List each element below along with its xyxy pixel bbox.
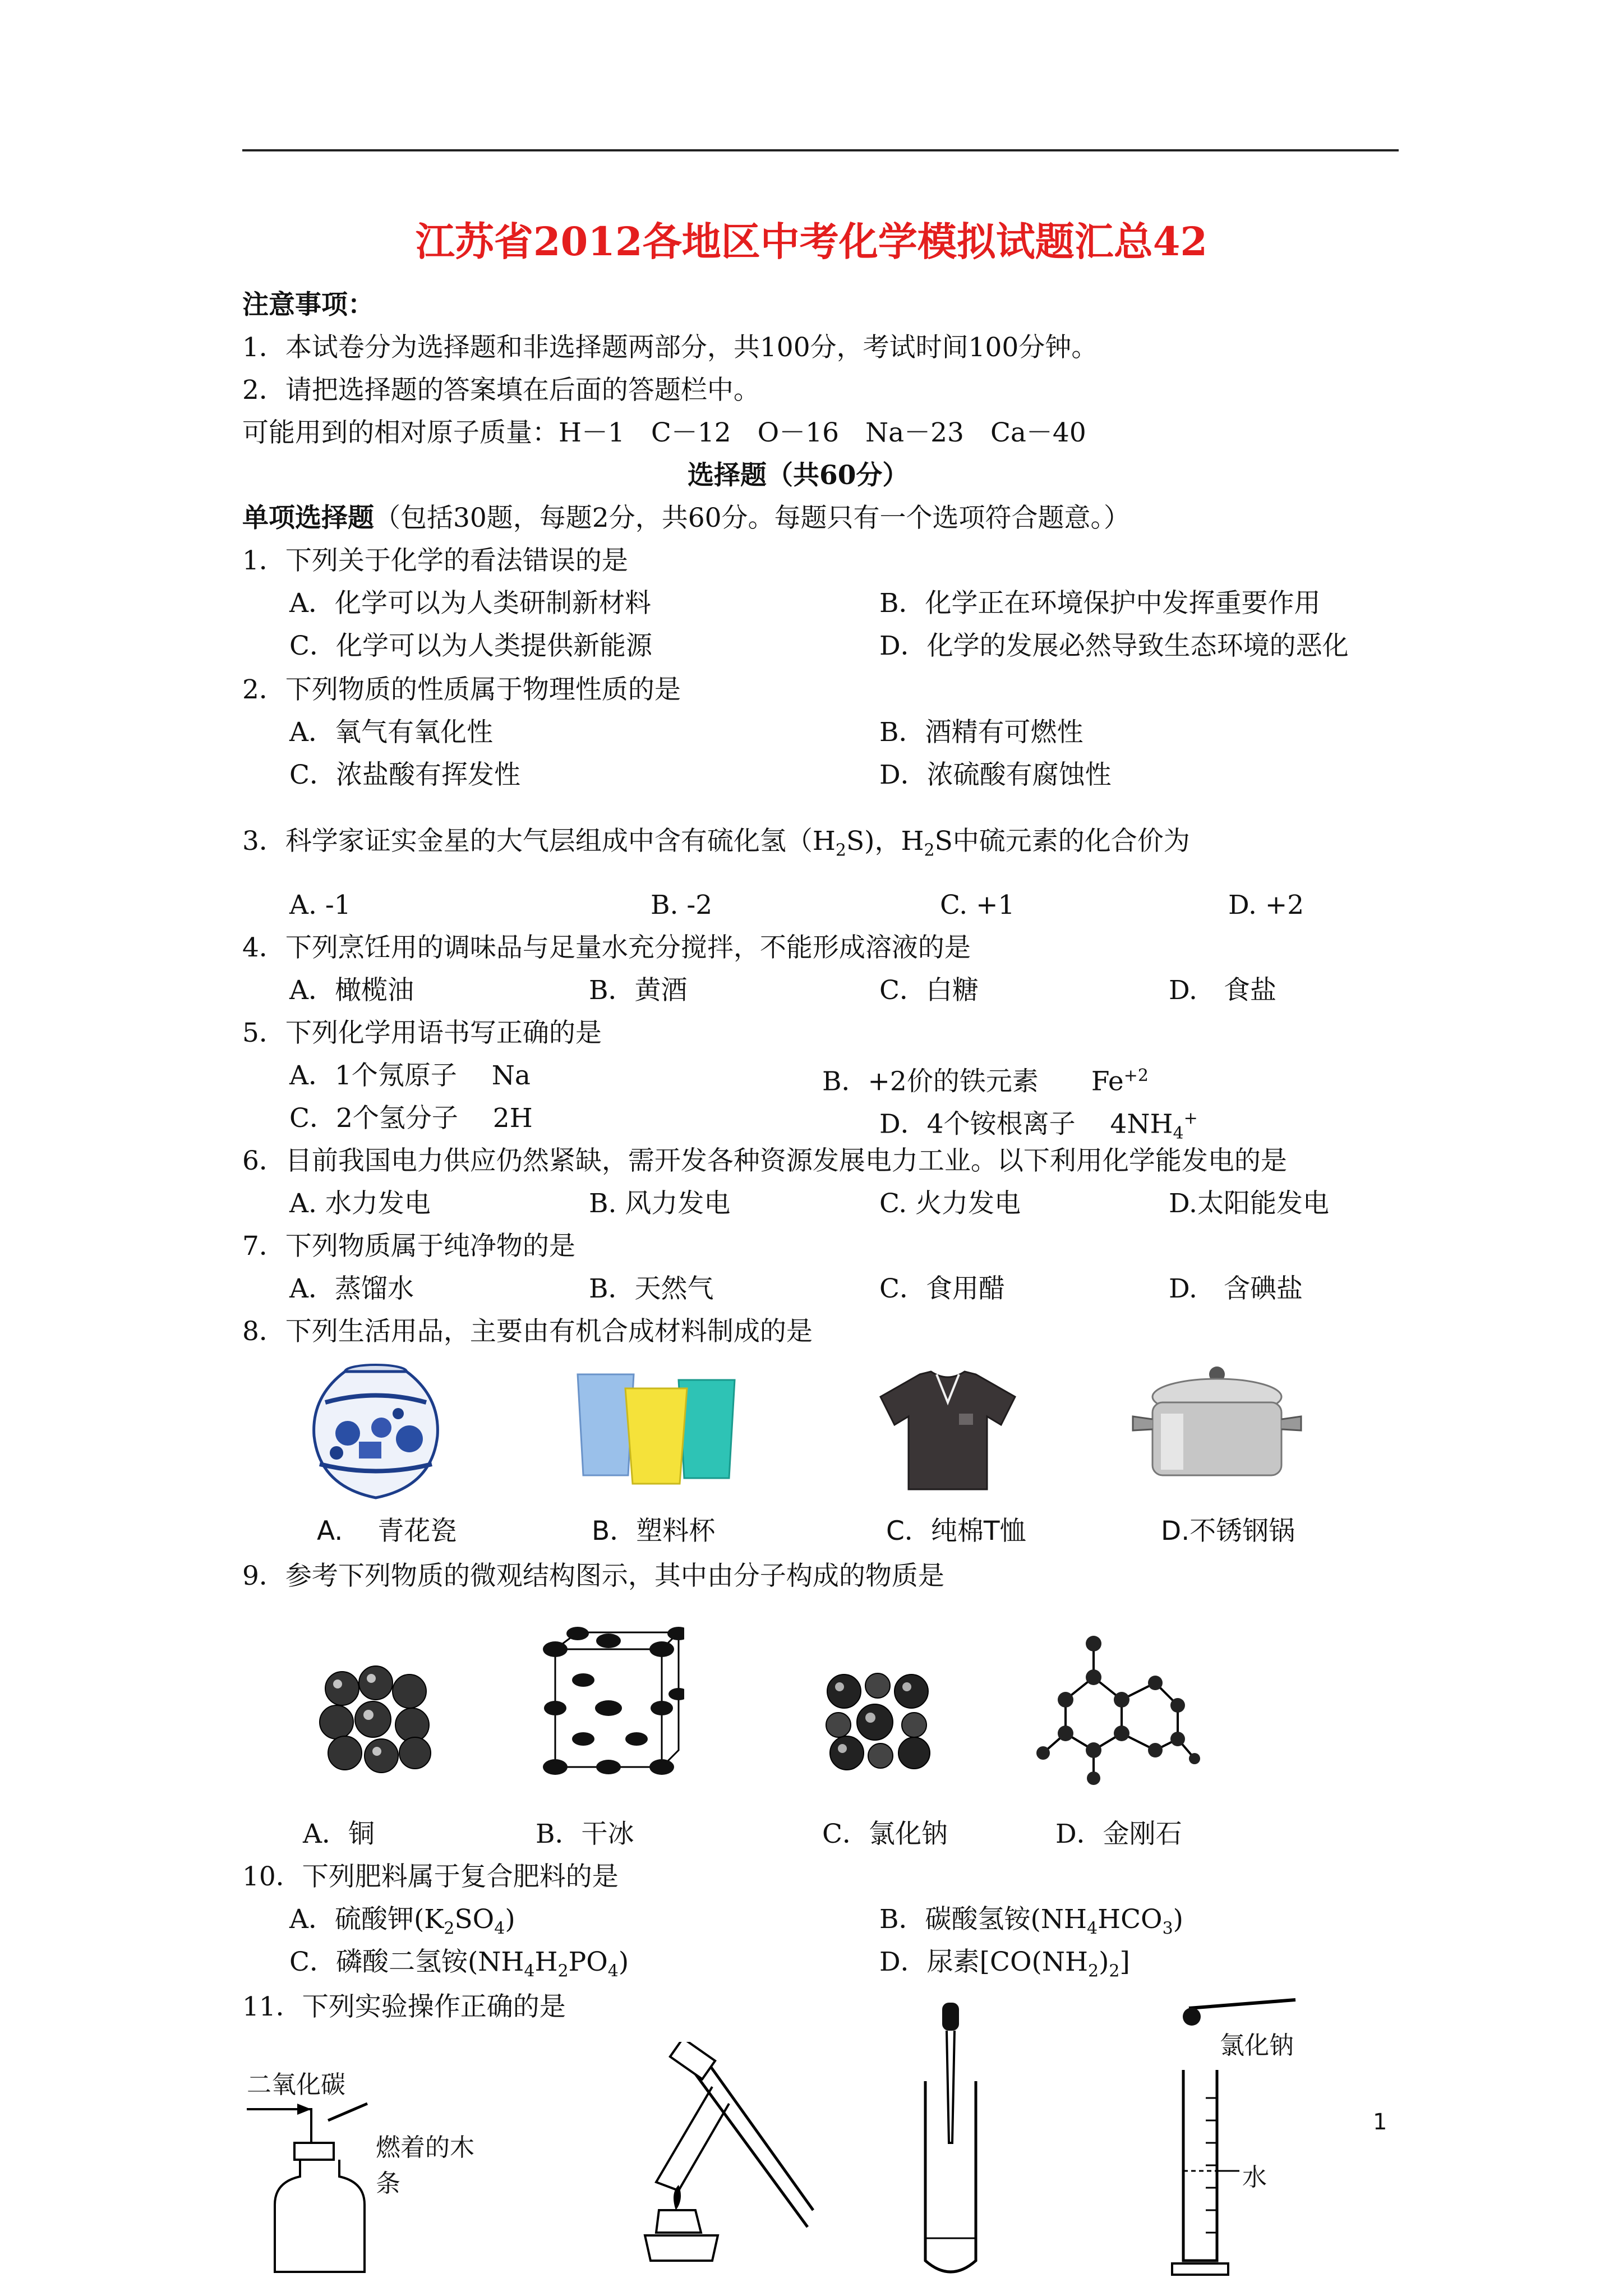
q11-figure-b[interactable] (639, 2042, 830, 2277)
q5-option-b[interactable]: B．+2价的铁元素 $Fe^{+2}$ (822, 1066, 1149, 1097)
note-2: 2．请把选择题的答案填在后面的答题栏中。 (242, 375, 760, 406)
q9-stem: 9．参考下列物质的微观结构图示，其中由分子构成的物质是 (242, 1561, 944, 1591)
section-instructions: 单项选择题（包括30题，每题2分，共60分。每题只有一个选项符合题意。） (242, 503, 1131, 533)
sodium-chloride-structure-image[interactable] (813, 1660, 942, 1778)
q11-figure-a[interactable] (247, 2064, 482, 2277)
q1-option-c[interactable]: C．化学可以为人类提供新能源 (289, 631, 652, 661)
cotton-tshirt-image[interactable] (875, 1369, 1021, 1492)
q11-figure-c[interactable] (914, 1997, 987, 2277)
q8-option-c[interactable]: C．纯棉T恤 (886, 1516, 1026, 1547)
page-title: 江苏省2012各地区中考化学模拟试题汇总42 (415, 218, 1208, 265)
q5-stem: 5．下列化学用语书写正确的是 (242, 1018, 602, 1048)
q6-option-c[interactable]: C. 火力发电 (879, 1188, 1021, 1219)
q6-option-d[interactable]: D.太阳能发电 (1169, 1188, 1329, 1219)
q10-option-a[interactable]: A．硫酸钾$(K_2SO_4)$ (289, 1904, 515, 1939)
q4-stem: 4．下列烹饪用的调味品与足量水充分搅拌，不能形成溶液的是 (242, 932, 971, 963)
q9-option-a[interactable]: A．铜 (303, 1819, 375, 1849)
q2-option-b[interactable]: B．酒精有可燃性 (879, 717, 1083, 748)
q1-option-d[interactable]: D．化学的发展必然导致生态环境的恶化 (879, 631, 1349, 661)
note-1: 1．本试卷分为选择题和非选择题两部分，共100分，考试时间100分钟。 (242, 332, 1098, 363)
q4-option-c[interactable]: C．白糖 (879, 975, 979, 1006)
q8-option-b[interactable]: B．塑料杯 (592, 1516, 716, 1547)
q1-option-a[interactable]: A．化学可以为人类研制新材料 (289, 588, 651, 619)
header-rule (242, 149, 1399, 151)
notes-heading: 注意事项： (242, 289, 374, 320)
q7-option-b[interactable]: B．天然气 (589, 1273, 714, 1304)
q7-option-c[interactable]: C．食用醋 (879, 1273, 1005, 1304)
q8-option-d[interactable]: D.不锈钢锅 (1161, 1516, 1295, 1547)
q2-option-d[interactable]: D．浓硫酸有腐蚀性 (879, 760, 1112, 790)
q11-figure-d[interactable] (1166, 1997, 1391, 2277)
q8-stem: 8．下列生活用品，主要由有机合成材料制成的是 (242, 1316, 813, 1347)
burning-stick-label: 燃着的木条 (376, 2133, 474, 2198)
page-number: 1 (1373, 2109, 1387, 2135)
q10-option-b[interactable]: B．碳酸氢铵$(NH_4HCO_3)$ (879, 1904, 1184, 1939)
q10-option-c[interactable]: C．磷酸二氢铵$(NH_4H_2PO_4)$ (289, 1947, 629, 1981)
diamond-structure-image[interactable] (1032, 1632, 1200, 1789)
q9-option-c[interactable]: C．氯化钠 (822, 1819, 948, 1849)
q7-option-d[interactable]: D. 含碘盐 (1169, 1273, 1303, 1304)
q1-stem: 1．下列关于化学的看法错误的是 (242, 545, 628, 576)
q2-stem: 2．下列物质的性质属于物理性质的是 (242, 674, 681, 705)
q6-stem: 6．目前我国电力供应仍然紧缺，需开发各种资源发展电力工业。以下利用化学能发电的是 (242, 1145, 1287, 1176)
q4-option-b[interactable]: B．黄酒 (589, 975, 688, 1006)
q7-stem: 7．下列物质属于纯净物的是 (242, 1231, 575, 1262)
stainless-pot-image[interactable] (1127, 1363, 1307, 1498)
water-label: 水 (1242, 2163, 1267, 2192)
q4-option-a[interactable]: A．橄榄油 (289, 975, 414, 1006)
q10-stem: 10．下列肥料属于复合肥料的是 (242, 1861, 619, 1892)
co2-label: 二氧化碳 (247, 2070, 345, 2099)
q4-option-d[interactable]: D. 食盐 (1169, 975, 1276, 1006)
q7-option-a[interactable]: A．蒸馏水 (289, 1273, 414, 1304)
q5-option-c[interactable]: C．2个氢分子 2H (289, 1103, 533, 1134)
section-heading: 选择题（共60分） (688, 460, 909, 491)
copper-structure-image[interactable] (314, 1660, 437, 1778)
atomic-masses: 可能用到的相对原子质量：H－1 C－12 O－16 Na－23 Ca－40 (242, 417, 1086, 448)
plastic-cups-image[interactable] (572, 1369, 740, 1487)
porcelain-vase-image[interactable] (303, 1358, 449, 1503)
gas-bottle-icon (247, 2098, 482, 2277)
q3-option-d[interactable]: D. +2 (1228, 890, 1304, 921)
q5-option-d[interactable]: D．4个铵根离子 $4NH_4^+$ (879, 1108, 1198, 1144)
q1-option-b[interactable]: B．化学正在环境保护中发挥重要作用 (879, 588, 1321, 619)
q2-option-c[interactable]: C．浓盐酸有挥发性 (289, 760, 520, 790)
q11-stem: 11．下列实验操作正确的是 (242, 1991, 566, 2022)
q10-option-d[interactable]: D．尿素$[CO(NH_2)_2]$ (879, 1947, 1130, 1981)
q8-option-a[interactable]: A. 青花瓷 (317, 1516, 457, 1547)
q5-option-a[interactable]: A．1个氖原子 Na (289, 1060, 531, 1091)
q6-option-b[interactable]: B. 风力发电 (589, 1188, 731, 1219)
q3-option-a[interactable]: A. -1 (289, 890, 351, 921)
q3-stem: 3．科学家证实金星的大气层组成中含有硫化氢$(H_2S)$，$H_2S$中硫元素的化合价为 (242, 826, 1190, 861)
dry-ice-structure-image[interactable] (538, 1627, 684, 1789)
q3-option-c[interactable]: C. +1 (940, 890, 1015, 921)
q9-option-d[interactable]: D．金刚石 (1055, 1819, 1182, 1849)
nacl-label: 氯化钠 (1220, 2031, 1294, 2060)
q2-option-a[interactable]: A．氧气有氧化性 (289, 717, 493, 748)
q9-option-b[interactable]: B．干冰 (536, 1819, 634, 1849)
q6-option-a[interactable]: A. 水力发电 (289, 1188, 431, 1219)
q3-option-b[interactable]: B. -2 (651, 890, 713, 921)
